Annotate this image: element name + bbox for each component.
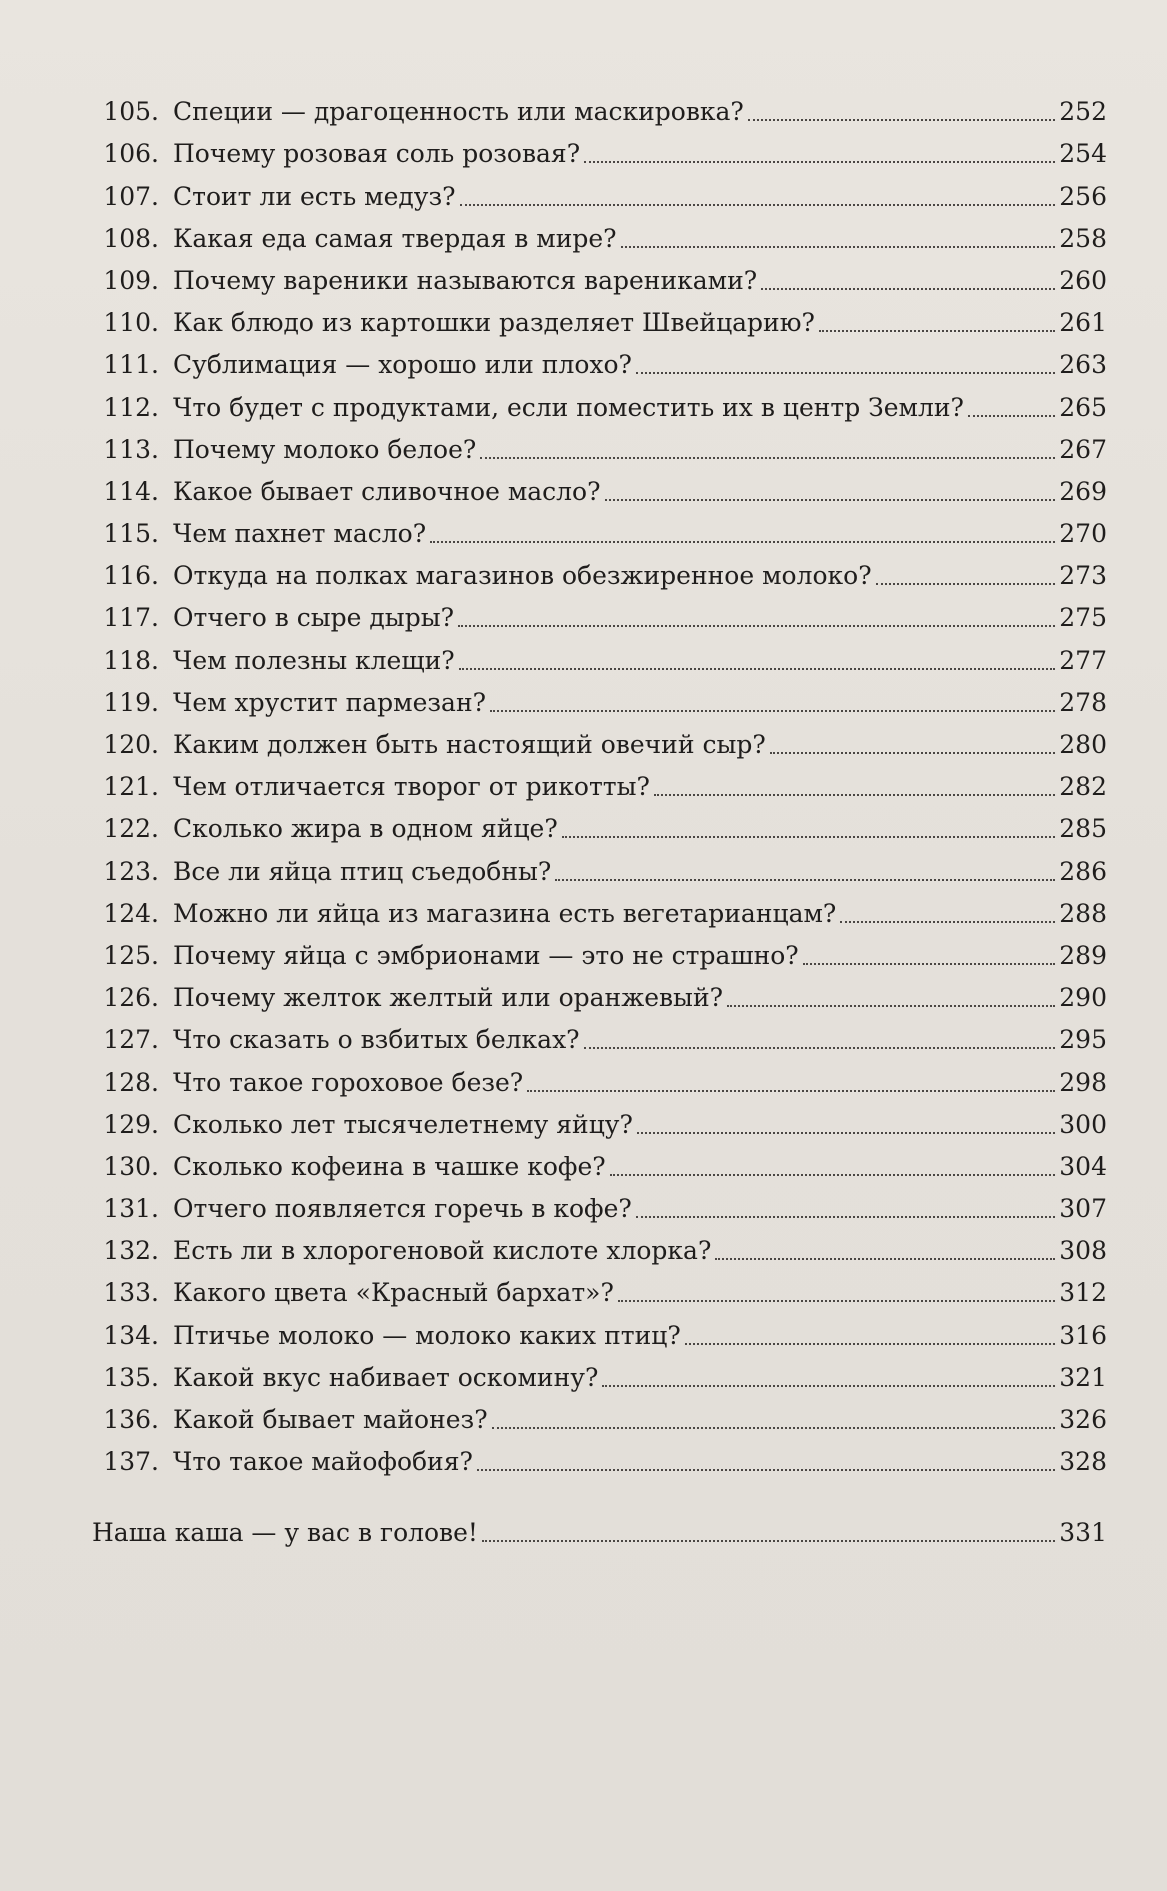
entry-title: Специи — драгоценность или маскировка?: [173, 97, 744, 127]
entry-number: 110.: [103, 308, 159, 338]
entry-number: 112.: [103, 392, 159, 422]
dot-leader: [876, 583, 1056, 585]
toc-entry: [95, 209, 1107, 251]
dot-leader: [610, 1174, 1056, 1176]
entry-title: Сколько кофеина в чашке кофе?: [173, 1151, 606, 1181]
entry-page: 300: [1059, 1109, 1107, 1139]
toc-entry: [95, 1305, 1107, 1350]
entry-number: 111.: [103, 350, 159, 380]
dot-leader: [819, 330, 1055, 332]
entry-page: 256: [1059, 181, 1107, 211]
entry-page: 265: [1059, 392, 1107, 422]
entry-title: Почему яйца с эмбрионами — это не страшно?: [173, 940, 799, 970]
toc-entry: [95, 1052, 1107, 1097]
entry-number: 133.: [103, 1278, 159, 1308]
dot-leader: [685, 1343, 1056, 1345]
entry-page: 285: [1059, 814, 1107, 844]
entry-title: Какого цвета «Красный бархат»?: [173, 1278, 614, 1308]
toc-entry: [95, 251, 1107, 293]
entry-title: Почему молоко белое?: [173, 434, 477, 464]
entry-page: 273: [1059, 561, 1107, 591]
entry-title: Сколько жира в одном яйце?: [173, 814, 558, 844]
entry-page: 298: [1059, 1067, 1107, 1097]
entry-page: 286: [1059, 856, 1107, 886]
toc-entry: [95, 420, 1107, 462]
entry-number: 122.: [103, 814, 159, 844]
entry-number: 107.: [103, 181, 159, 211]
toc-entry: [95, 546, 1107, 591]
entry-title: Сколько лет тысячелетнему яйцу?: [173, 1109, 633, 1139]
entry-title: Что сказать о взбитых белках?: [173, 1025, 580, 1055]
entry-title: Что такое гороховое безе?: [173, 1067, 524, 1097]
final-title: Наша каша — у вас в голове!: [92, 1518, 478, 1547]
entry-title: Что будет с продуктами, если поместить их в центр Земли?: [173, 392, 964, 422]
dot-leader: [770, 752, 1056, 754]
entry-number: 125.: [103, 940, 159, 970]
entry-title: Птичье молоко — молоко каких птиц?: [173, 1320, 681, 1350]
dot-leader: [727, 1005, 1055, 1007]
entry-number: 119.: [103, 687, 159, 717]
entry-page: 326: [1059, 1405, 1107, 1434]
entry-title: Чем отличается творог от рикотты?: [173, 772, 650, 802]
toc-entry: [95, 1179, 1107, 1224]
entry-page: 312: [1059, 1278, 1107, 1308]
entry-number: 106.: [103, 139, 159, 169]
dot-leader: [715, 1258, 1055, 1260]
toc-entry: [95, 673, 1107, 715]
entry-page: 280: [1059, 730, 1107, 759]
final-page: 331: [1059, 1518, 1107, 1547]
entry-number: 136.: [103, 1405, 159, 1434]
entry-title: Какой бывает майонез?: [173, 1405, 488, 1434]
entry-page: 278: [1059, 687, 1107, 717]
entry-page: 316: [1059, 1320, 1107, 1350]
entry-title: Чем хрустит пармезан?: [173, 687, 487, 717]
dot-leader: [562, 836, 1056, 838]
entry-number: 128.: [103, 1067, 159, 1097]
entry-page: 260: [1059, 265, 1107, 295]
entry-page: 267: [1059, 434, 1107, 464]
toc-entry: [95, 166, 1107, 211]
dot-leader: [477, 1469, 1055, 1471]
toc-entry: [95, 1010, 1107, 1055]
dot-leader: [430, 541, 1055, 543]
entry-title: Есть ли в хлорогеновой кислоте хлорка?: [173, 1236, 712, 1266]
entry-number: 118.: [103, 645, 159, 675]
entry-title: Все ли яйца птиц съедобны?: [173, 856, 552, 886]
entry-number: 105.: [103, 97, 159, 127]
dot-leader: [761, 288, 1055, 290]
toc-entry: [95, 82, 1107, 127]
toc-entry: [95, 757, 1107, 802]
entry-number: 131.: [103, 1194, 159, 1224]
entry-page: 288: [1059, 898, 1107, 928]
entry-number: 135.: [103, 1362, 159, 1392]
entry-number: 137.: [103, 1447, 159, 1477]
entry-number: 117.: [103, 603, 159, 633]
entry-page: 252: [1059, 97, 1107, 127]
toc-entry: [95, 1221, 1107, 1266]
entry-title: Какой вкус набивает оскомину?: [173, 1362, 599, 1392]
entry-title: Каким должен быть настоящий овечий сыр?: [173, 730, 766, 759]
entry-number: 109.: [103, 265, 159, 295]
entry-title: Какое бывает сливочное масло?: [173, 476, 601, 506]
dot-leader: [490, 710, 1055, 712]
dot-leader: [460, 204, 1056, 206]
entry-title: Отчего в сыре дыры?: [173, 603, 455, 633]
toc-entry: [95, 1095, 1107, 1137]
toc-entry: [95, 1137, 1107, 1179]
entry-number: 127.: [103, 1025, 159, 1055]
entry-title: Почему желток желтый или оранжевый?: [173, 983, 724, 1013]
entry-page: 269: [1059, 476, 1107, 506]
dot-leader: [637, 1132, 1055, 1134]
entry-title: Откуда на полках магазинов обезжиренное молоко?: [173, 561, 872, 591]
entry-number: 121.: [103, 772, 159, 802]
dot-leader: [636, 1216, 1055, 1218]
dot-leader: [748, 119, 1055, 121]
entry-number: 132.: [103, 1236, 159, 1266]
entry-page: 275: [1059, 603, 1107, 633]
dot-leader: [584, 1047, 1056, 1049]
toc-entry: [95, 377, 1107, 422]
toc-entry: [95, 799, 1107, 844]
dot-leader: [527, 1090, 1055, 1092]
entry-page: 254: [1059, 139, 1107, 169]
toc-entry: [95, 293, 1107, 338]
toc-entry: [95, 884, 1107, 926]
entry-page: 261: [1059, 308, 1107, 338]
entry-number: 129.: [103, 1109, 159, 1139]
toc-final-entry: [92, 1520, 1107, 1545]
toc-entry: [95, 841, 1107, 886]
entry-title: Чем пахнет масло?: [173, 519, 427, 549]
toc-entry: [95, 588, 1107, 633]
dot-leader: [636, 372, 1055, 374]
entry-page: 321: [1059, 1362, 1107, 1392]
entry-page: 258: [1059, 223, 1107, 253]
dot-leader: [618, 1300, 1055, 1302]
entry-title: Как блюдо из картошки разделяет Швейцарию?: [173, 308, 815, 338]
entry-number: 130.: [103, 1151, 159, 1181]
entry-title: Сублимация — хорошо или плохо?: [173, 350, 632, 380]
entry-page: 328: [1059, 1447, 1107, 1477]
entry-title: Стоит ли есть медуз?: [173, 181, 456, 211]
entry-page: 304: [1059, 1151, 1107, 1181]
entry-title: Какая еда самая твердая в мире?: [173, 223, 617, 253]
entry-page: 282: [1059, 772, 1107, 802]
entry-page: 270: [1059, 519, 1107, 549]
toc-entry: [95, 630, 1107, 675]
table-of-contents: [95, 82, 1107, 1477]
entry-page: 308: [1059, 1236, 1107, 1266]
dot-leader: [621, 246, 1056, 248]
entry-number: 134.: [103, 1320, 159, 1350]
dot-leader: [458, 625, 1055, 627]
dot-leader: [602, 1385, 1055, 1387]
entry-page: 290: [1059, 983, 1107, 1013]
entry-page: 295: [1059, 1025, 1107, 1055]
toc-entry: [95, 968, 1107, 1013]
toc-entry: [95, 1263, 1107, 1308]
toc-entry: [95, 124, 1107, 169]
dot-leader: [555, 879, 1055, 881]
toc-entry: [95, 1348, 1107, 1390]
entry-title: Почему вареники называются варениками?: [173, 265, 758, 295]
entry-title: Что такое майофобия?: [173, 1447, 473, 1477]
dot-leader: [584, 161, 1055, 163]
dot-leader: [654, 794, 1055, 796]
entry-number: 116.: [103, 561, 159, 591]
entry-number: 126.: [103, 983, 159, 1013]
toc-entry: [95, 462, 1107, 504]
entry-page: 263: [1059, 350, 1107, 380]
entry-title: Почему розовая соль розовая?: [173, 139, 581, 169]
entry-number: 124.: [103, 898, 159, 928]
dot-leader: [840, 921, 1055, 923]
entry-title: Отчего появляется горечь в кофе?: [173, 1194, 632, 1224]
toc-entry: [95, 1432, 1107, 1477]
toc-entry: [95, 715, 1107, 757]
dot-leader: [482, 1540, 1055, 1542]
toc-entry: [95, 504, 1107, 549]
dot-leader: [492, 1427, 1056, 1429]
dot-leader: [459, 668, 1056, 670]
entry-page: 307: [1059, 1194, 1107, 1224]
dot-leader: [968, 415, 1055, 417]
entry-page: 289: [1059, 940, 1107, 970]
entry-number: 113.: [103, 434, 159, 464]
toc-entry: [95, 926, 1107, 968]
entry-title: Чем полезны клещи?: [173, 645, 455, 675]
entry-number: 115.: [103, 519, 159, 549]
dot-leader: [803, 963, 1056, 965]
entry-number: 108.: [103, 223, 159, 253]
entry-number: 123.: [103, 856, 159, 886]
entry-number: 114.: [103, 476, 159, 506]
toc-entry: [95, 335, 1107, 380]
entry-title: Можно ли яйца из магазина есть вегетарианцам?: [173, 898, 837, 928]
dot-leader: [605, 499, 1056, 501]
toc-entry: [95, 1390, 1107, 1432]
dot-leader: [480, 457, 1055, 459]
entry-page: 277: [1059, 645, 1107, 675]
entry-number: 120.: [103, 730, 159, 759]
